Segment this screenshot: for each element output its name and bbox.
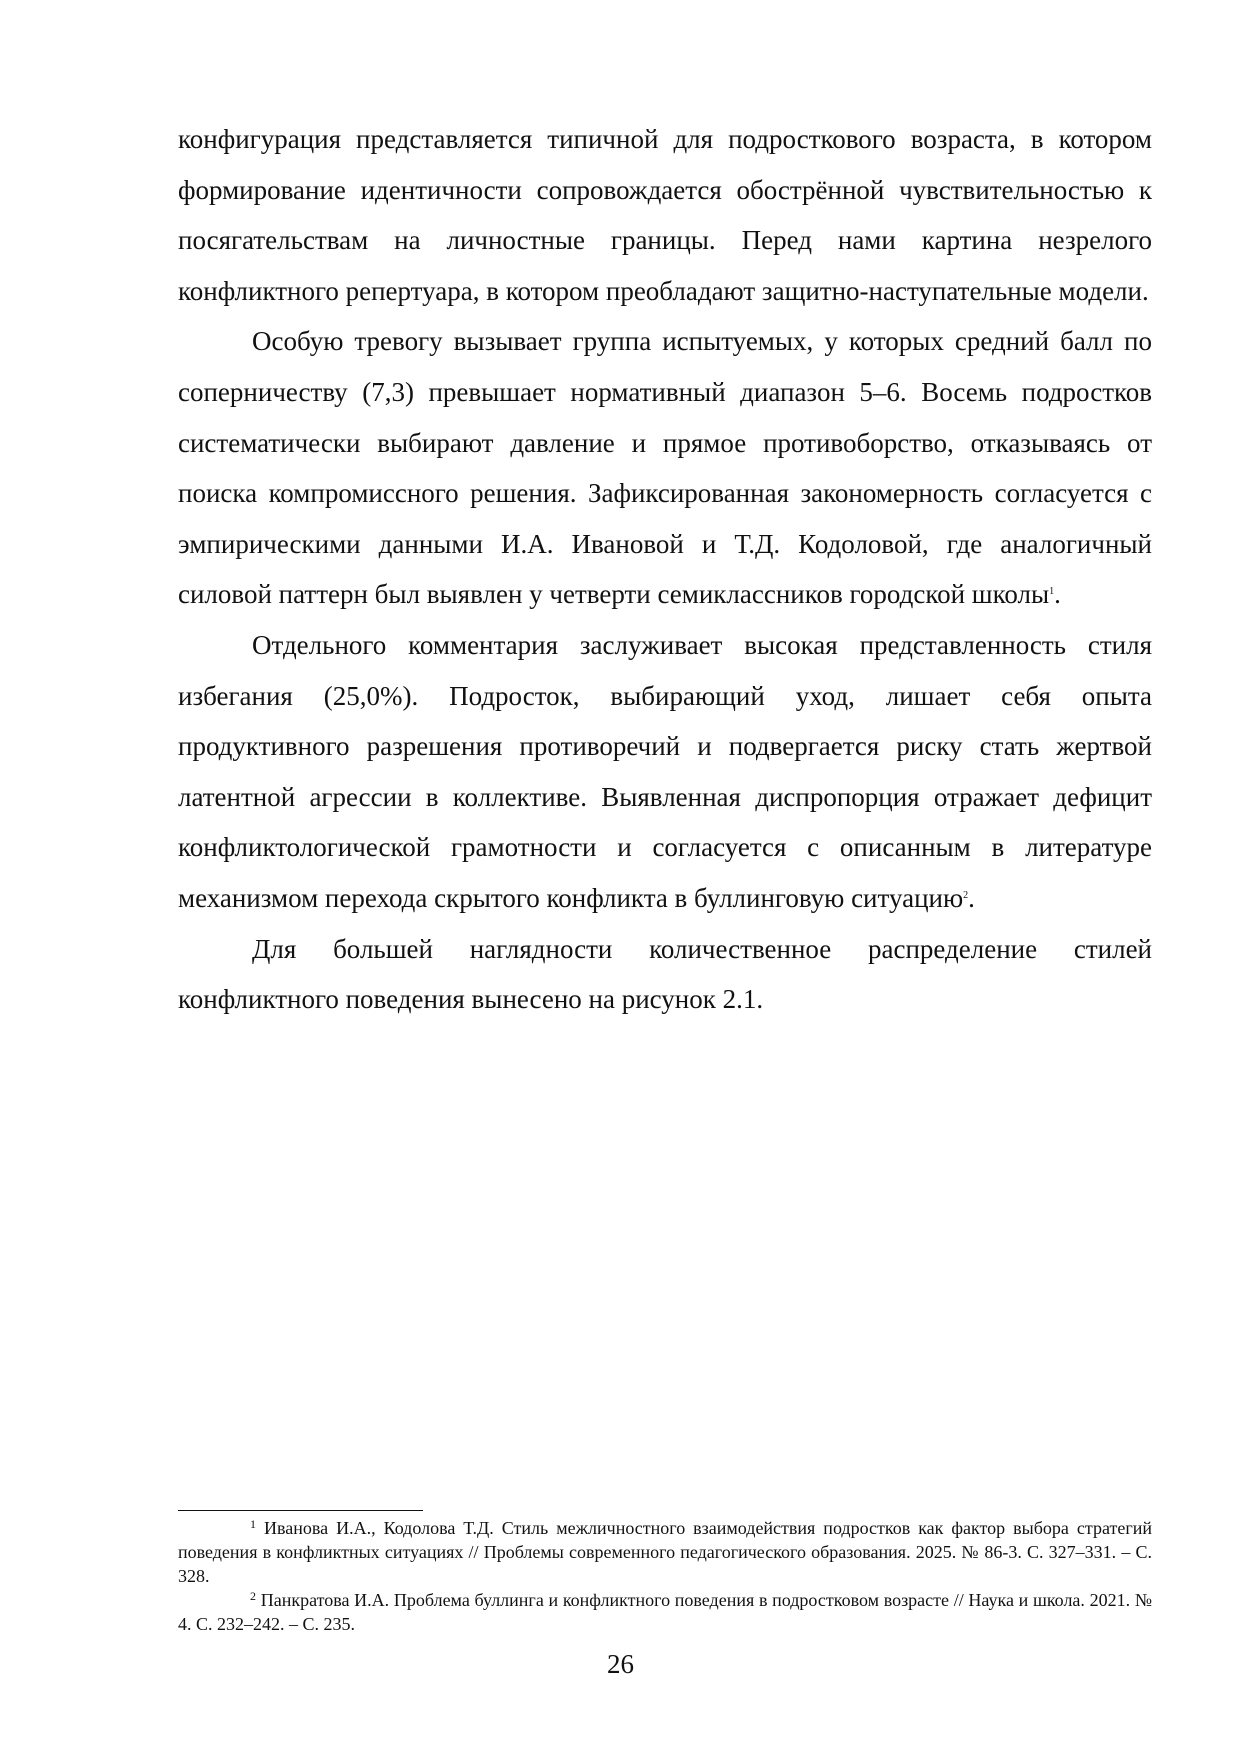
paragraph-text: Отдельного комментария заслуживает высокая представленность стиля избегания (25,0%). Подросток, выбирающий уход, лишает себя опыта продуктивного разрешения противоречий и подвергается риску стать жертвой латентной агрессии в коллективе. Выявленная диспропорция отражает дефицит конфликтологической грамотности и согласуется с описанным в литературе механизмом перехода скрытого конфликта в буллинговую ситуацию xyxy=(178,629,1152,913)
footnote-number: 1 xyxy=(250,1517,256,1531)
paragraph-text: Особую тревогу вызывает группа испытуемых, у которых средний балл по соперничеству (7,3) превышает нормативный диапазон 5–6. Восемь подростков систематически выбирают давление и прямое противоборство, отказываясь от поиска компромиссного решения. Зафиксированная закономерность согласуется с эмпирическими данными И.А. Ивановой и Т.Д. Кодоловой, где аналогичный силовой паттерн был выявлен у четверти семиклассников городской школы xyxy=(178,326,1152,610)
page-number: 26 xyxy=(607,1649,634,1679)
paragraph-text: Для большей наглядности количественное распределение стилей конфликтного поведения вынесено на рисунок 2.1. xyxy=(178,933,1152,1015)
footnote-reference[interactable]: 1 xyxy=(1049,586,1055,598)
paragraph-tail: . xyxy=(1054,579,1061,610)
footnote-reference[interactable]: 2 xyxy=(963,889,969,901)
paragraph-text: конфигурация представляется типичной для подросткового возраста, в котором формирование идентичности сопровождается обострённой чувствительностью к посягательствам на личностные границы. Перед нами картина незрелого конфликтного репертуара, в котором преобладают защитно-наступательные модели. xyxy=(178,124,1152,306)
footnote-separator xyxy=(178,1510,423,1511)
paragraph-figure-reference xyxy=(178,924,1152,1025)
footnote-item xyxy=(178,1588,1152,1636)
footnote-text: Иванова И.А., Кодолова Т.Д. Стиль межличностного взаимодействия подростков как фактор выбора стратегий поведения в конфликтных ситуациях // Проблемы современного педагогического образования. 2025. № 86-3. С. 327–331. – С. 328. xyxy=(178,1518,1152,1586)
footnotes xyxy=(178,1516,1152,1636)
footnote-text: Панкратова И.А. Проблема буллинга и конфликтного поведения в подростковом возрасте // Наука и школа. 2021. № 4. С. 232–242. – С. 235. xyxy=(178,1590,1152,1634)
paragraph-continuation xyxy=(178,114,1152,316)
paragraph-avoidance xyxy=(178,620,1152,924)
paragraph-tail: . xyxy=(968,882,975,913)
paragraph-rivalry xyxy=(178,316,1152,620)
main-text xyxy=(178,114,1152,1025)
footnote-number: 2 xyxy=(250,1589,256,1603)
footnote-item xyxy=(178,1516,1152,1588)
